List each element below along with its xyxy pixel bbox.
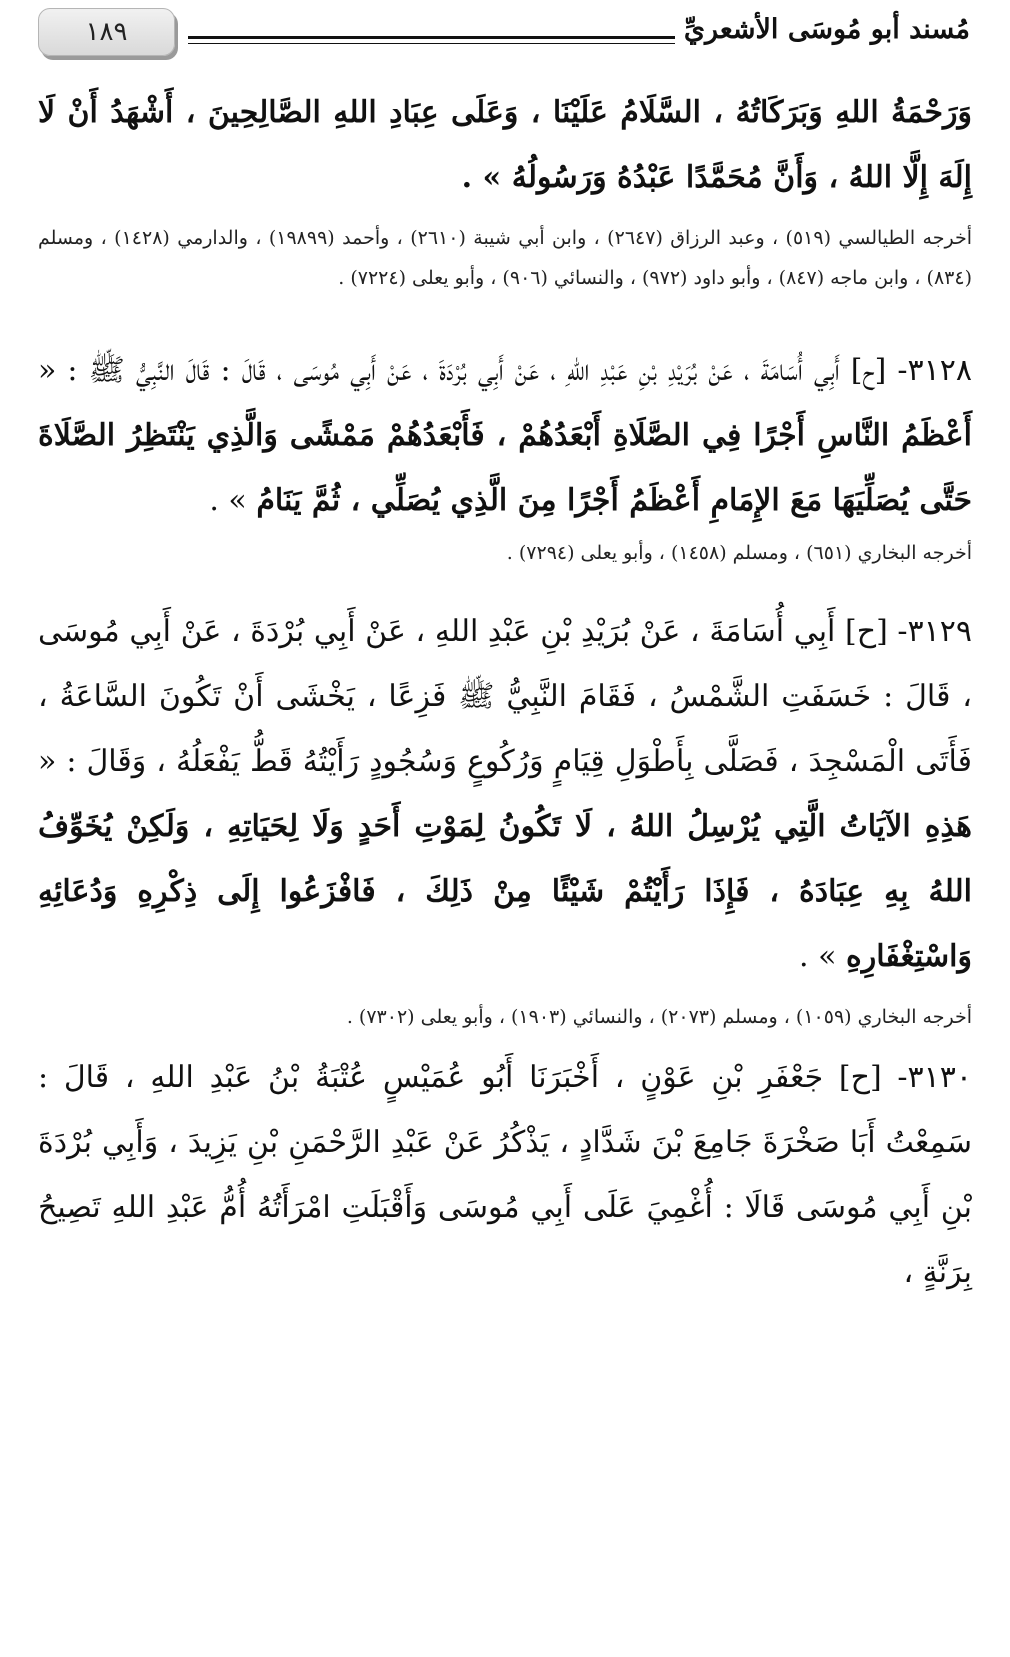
hadith-isnad: جَعْفَرِ بْنِ عَوْنٍ ، أَخْبَرَنَا أَبُو عُمَيْسٍ عُتْبَةُ بْنُ عَبْدِ اللهِ ، قَالَ : سَمِعْتُ أَبَا صَخْرَةَ جَامِعَ بْنَ شَدَّادٍ ، يَذْكُرُ عَنْ عَبْدِ الرَّحْمَنِ بْنِ يَزِيدَ ، وَأَبِي بُرْدَةَ بْنِ أَبِي مُوسَى قَالَا : أُغْمِيَ عَلَى أَبِي مُوسَى وَأَقْبَلَتِ امْرَأَتُهُ أُمُّ عَبْدِ اللهِ تَصِيحُ بِرَنَّةٍ ،	[38, 1060, 972, 1290]
page-content	[38, 80, 972, 1305]
hadith-matn: أَعْظَمُ النَّاسِ أَجْرًا فِي الصَّلَاةِ أَبْعَدُهُمْ ، فَأَبْعَدُهُمْ مَمْشًى وَالَّذِي يَنْتَظِرُ الصَّلَاةَ حَتَّى يُصَلِّيَهَا مَعَ الإِمَامِ أَعْظَمُ أَجْرًا مِنَ الَّذِي يُصَلِّي ، ثُمَّ يَنَامُ	[38, 418, 972, 518]
takhrij-note: أخرجه البخاري (١٠٥٩) ، ومسلم (٢٠٧٣) ، والنسائي (١٩٠٣) ، وأبو يعلى (٧٣٠٢) .	[346, 1006, 972, 1028]
hadith-matn: هَذِهِ الآيَاتُ الَّتِي يُرْسِلُ اللهُ ، لَا تَكُونُ لِمَوْتِ أَحَدٍ وَلَا لِحَيَاتِهِ ، وَلَكِنْ يُخَوِّفُ اللهُ بِهِ عِبَادَهُ ، فَإِذَا رَأَيْتُمْ شَيْئًا مِنْ ذَلِكَ ، فَافْزَعُوا إِلَى ذِكْرِهِ وَدُعَائِهِ وَاسْتِغْفَارِهِ	[38, 809, 972, 974]
book-title: مُسند أبو مُوسَى الأشعريِّ	[683, 14, 970, 45]
hadith-isnad: أَبِي أُسَامَةَ ، عَنْ بُرَيْدِ بْنِ عَبْدِ اللهِ ، عَنْ أَبِي بُرْدَةَ ، عَنْ أَبِي مُوسَى ، قَالَ : خَسَفَتِ الشَّمْسُ ، فَقَامَ النَّبِيُّ ﷺ فَزِعًا ، يَخْشَى أَنْ تَكُونَ السَّاعَةُ ، فَأَتَى الْمَسْجِدَ ، فَصَلَّى بِأَطْوَلِ قِيَامٍ وَرُكُوعٍ وَسُجُودٍ رَأَيْتُهُ قَطُّ يَفْعَلُهُ ، وَقَالَ : «	[38, 614, 972, 779]
hadith-3128	[38, 338, 972, 533]
hadith-3130	[38, 1045, 972, 1305]
hadith-number: ٣١٢٩- [ح]	[845, 614, 972, 649]
takhrij-note: أخرجه الطيالسي (٥١٩) ، وعبد الرزاق (٢٦٤٧) ، وابن أبي شيبة (٢٦١٠) ، وأحمد (١٩٨٩٩) ، والدارمي (١٤٢٨) ، ومسلم (٨٣٤) ، وابن ماجه (٨٤٧) ، وأبو داود (٩٧٢) ، والنسائي (٩٠٦) ، وأبو يعلى (٧٢٢٤) .	[38, 227, 972, 289]
matn-continuation: وَرَحْمَةُ اللهِ وَبَرَكَاتُهُ ، السَّلَامُ عَلَيْنَا ، وَعَلَى عِبَادِ اللهِ الصَّالِحِينَ ، أَشْهَدُ أَنْ لَا إِلَهَ إِلَّا اللهُ ، وَأَنَّ مُحَمَّدًا عَبْدُهُ وَرَسُولُهُ » .	[38, 95, 973, 195]
hadith-number: ٣١٣٠- [ح]	[838, 1060, 972, 1095]
hadith-ending: » .	[799, 939, 846, 974]
hadith-isnad: أَبِي أُسَامَةَ ، عَنْ بُرَيْدِ بْنِ عَبْدِ اللهِ ، عَنْ أَبِي بُرْدَةَ ، عَنْ أَبِي مُوسَى ، قَالَ : قَالَ النَّبِيُّ ﷺ : «	[38, 353, 851, 388]
header-rule	[188, 36, 675, 39]
takhrij-note: أخرجه البخاري (٦٥١) ، ومسلم (١٤٥٨) ، وأبو يعلى (٧٢٩٤) .	[506, 542, 972, 564]
hadith-number: ٣١٢٨- [ح]	[850, 353, 972, 388]
page-number-badge	[38, 8, 175, 56]
page-header	[38, 8, 970, 58]
hadith-ending: » .	[209, 483, 257, 518]
header-rule-thin	[188, 43, 675, 44]
page-number: ١٨٩	[85, 17, 128, 47]
hadith-3129	[38, 599, 972, 989]
